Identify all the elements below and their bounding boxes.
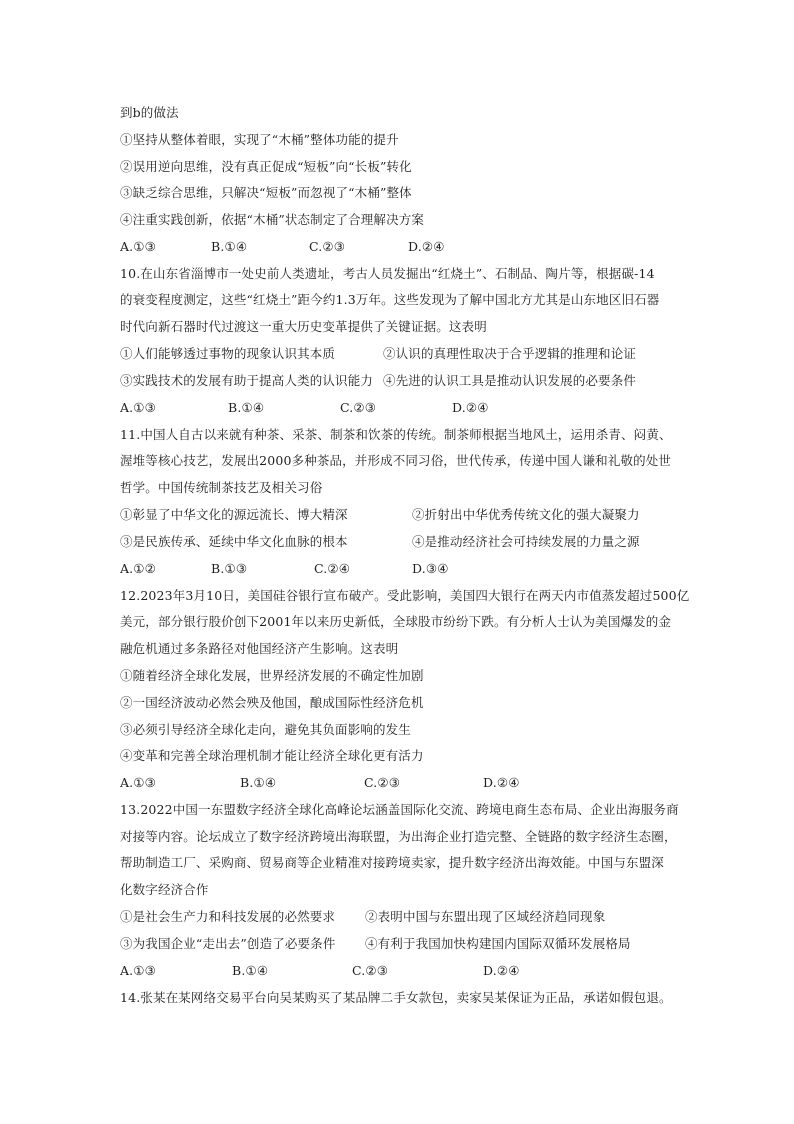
q13-option-c: C.②③	[352, 963, 389, 978]
q10-stem-line-1: 10.在山东省淄博市一处史前人类遗址，考古人员发掘出“红烧土”、石制品、陶片等，根据碳-14	[120, 266, 655, 281]
q11-option-b: B.①③	[211, 561, 248, 576]
q10-stem-line-2: 的衰变程度测定，这些“红烧土”距今约1.3万年。这些发现为了解中国北方尤其是山东地区旧石器	[120, 292, 660, 307]
q11-option-d: D.③④	[412, 561, 449, 576]
q13-stem-line-4: 化数字经济合作	[120, 882, 209, 897]
q10-option-c: C.②③	[340, 400, 377, 415]
q12-option-c: C.②③	[364, 775, 401, 790]
q9-item-2: ②误用逆向思维，没有真正促成“短板”向“长板”转化	[120, 159, 412, 174]
q10-stem-line-3: 时代向新石器时代过渡这一重大历史变革提供了关键证据。这表明	[120, 319, 487, 334]
q13-item-4: ④有利于我国加快构建国内国际双循环发展格局	[365, 936, 631, 951]
q11-item-3: ③是民族传承、延续中华文化血脉的根本	[120, 534, 348, 549]
q11-item-4: ④是推动经济社会可持续发展的力量之源	[412, 534, 640, 549]
q12-item-2: ②一国经济波动必然会殃及他国，酿成国际性经济危机	[120, 695, 424, 710]
q11-option-a: A.①②	[120, 561, 157, 576]
q12-item-4: ④变革和完善全球治理机制才能让经济全球化更有活力	[120, 748, 424, 763]
q9-item-3: ③缺乏综合思维，只解决“短板”而忽视了“木桶”整体	[120, 185, 412, 200]
q10-item-2: ②认识的真理性取决于合乎逻辑的推理和论证	[383, 346, 637, 361]
q9-item-4: ④注重实践创新，依据“木桶”状态制定了合理解决方案	[120, 212, 425, 227]
q13-stem-line-2: 对接等内容。论坛成立了数字经济跨境出海联盟，为出海企业打造完整、全链路的数字经济生态圈，	[120, 829, 677, 844]
q12-stem-line-2: 美元，部分银行股价创下2001年以来历史新低，全球股市纷纷下跌。有分析人士认为美国爆发的金	[120, 614, 672, 629]
q10-option-b: B.①④	[228, 400, 265, 415]
q13-option-b: B.①④	[232, 963, 269, 978]
q9-option-b: B.①④	[211, 239, 248, 254]
q12-stem-line-1: 12.2023年3月10日，美国硅谷银行宣布破产。受此影响，美国四大银行在两天内市值蒸发超过500亿	[120, 588, 690, 603]
q12-stem-line-3: 融危机通过多条路径对他国经济产生影响。这表明	[120, 641, 399, 656]
q12-option-a: A.①③	[120, 775, 157, 790]
q10-option-d: D.②④	[452, 400, 489, 415]
q11-option-c: C.②④	[314, 561, 351, 576]
q10-item-1: ①人们能够透过事物的现象认识其本质	[120, 346, 336, 361]
q11-stem-line-1: 11.中国人自古以来就有种茶、采茶、制茶和饮茶的传统。制茶师根据当地风土，运用杀青、闷黄、	[120, 427, 672, 442]
q13-option-d: D.②④	[483, 963, 520, 978]
q13-option-a: A.①③	[120, 963, 157, 978]
q9-item-1: ①坚持从整体着眼，实现了“木桶”整体功能的提升	[120, 132, 399, 147]
q9-option-c: C.②③	[309, 239, 346, 254]
q11-stem-line-2: 渥堆等核心技艺，发展出2000多种茶品，并形成不同习俗，世代传承，传递中国人谦和礼敬的处世	[120, 453, 672, 468]
q9-option-a: A.①③	[120, 239, 157, 254]
q11-item-2: ②折射出中华优秀传统文化的强大凝聚力	[412, 507, 640, 522]
q9-continuation: 到b的做法	[120, 105, 179, 120]
q12-item-1: ①随着经济全球化发展，世界经济发展的不确定性加剧	[120, 668, 424, 683]
q12-option-d: D.②④	[483, 775, 520, 790]
q14-stem-line-1: 14.张某在某网络交易平台向吴某购买了某品牌二手女款包，卖家吴某保证为正品，承诺如假包退。	[120, 990, 672, 1005]
q13-item-2: ②表明中国与东盟出现了区域经济趋同现象	[365, 909, 606, 924]
q9-option-d: D.②④	[408, 239, 445, 254]
q11-item-1: ①彰显了中华文化的源远流长、博大精深	[120, 507, 348, 522]
q13-item-3: ③为我国企业“走出去”创造了必要条件	[120, 936, 336, 951]
q12-item-3: ③必须引导经济全球化走向，避免其负面影响的发生	[120, 722, 411, 737]
q10-option-a: A.①③	[120, 400, 157, 415]
q13-stem-line-1: 13.2022中国一东盟数字经济全球化高峰论坛涵盖国际化交流、跨境电商生态布局、企业出海服务商	[120, 802, 679, 817]
q11-stem-line-3: 哲学。中国传统制茶技艺及相关习俗	[120, 480, 323, 495]
q12-option-b: B.①④	[240, 775, 277, 790]
q13-stem-line-3: 帮助制造工厂、采购商、贸易商等企业精准对接跨境卖家，提升数字经济出海效能。中国与东盟深	[120, 855, 664, 870]
q10-item-3: ③实践技术的发展有助于提高人类的认识能力	[120, 373, 374, 388]
q13-item-1: ①是社会生产力和科技发展的必然要求	[120, 909, 336, 924]
q10-item-4: ④先进的认识工具是推动认识发展的必要条件	[383, 373, 637, 388]
